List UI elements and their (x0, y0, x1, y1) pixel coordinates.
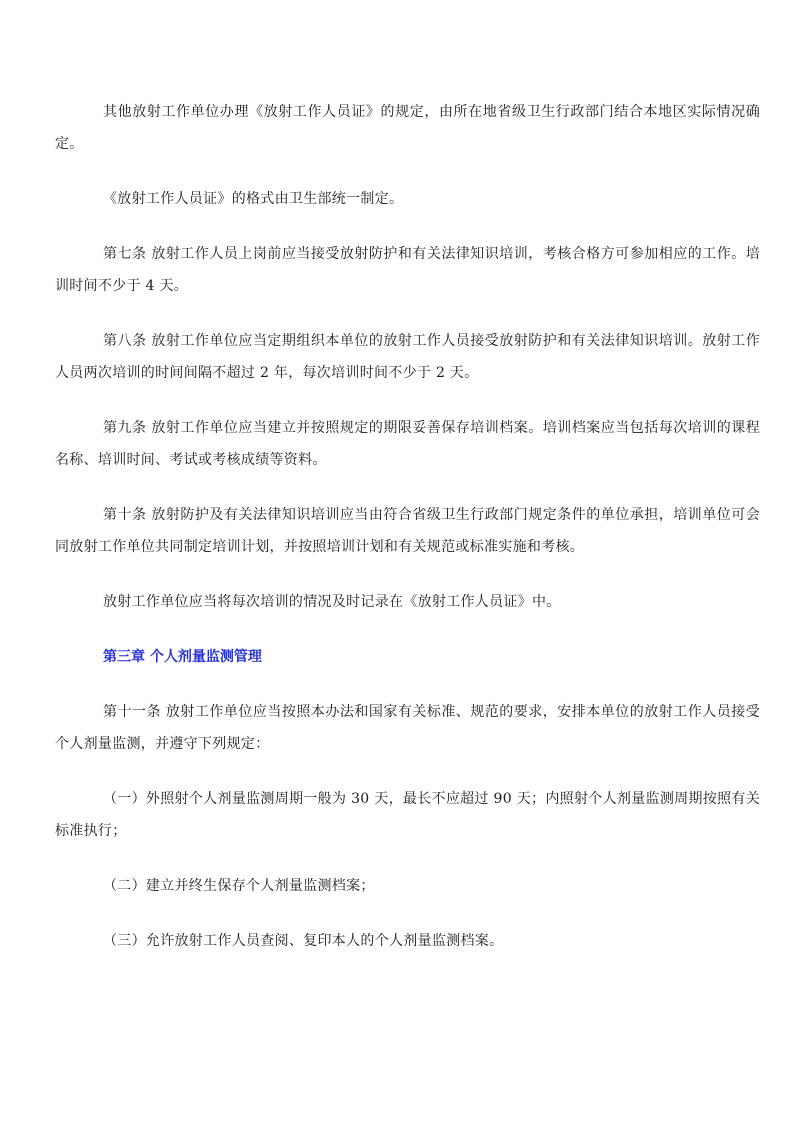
paragraph-item-2: （二）建立并终生保存个人剂量监测档案； (103, 878, 375, 894)
document-body (55, 96, 760, 980)
paragraph-article-10: 第十条 放射防护及有关法律知识培训应当由符合省级卫生行政部门规定条件的单位承担，培训单位可会同放射工作单位共同制定培训计划，并按照培训计划和有关规范或标准实施和考核。 (55, 507, 760, 555)
paragraph-item-1: （一）外照射个人剂量监测周期一般为 30 天，最长不应超过 90 天；内照射个人剂量监测周期按照有关标准执行； (55, 791, 760, 839)
paragraph-article-8: 第八条 放射工作单位应当定期组织本单位的放射工作人员接受放射防护和有关法律知识培训。放射工作人员两次培训的时间间隔不超过 2 年，每次培训时间不少于 2 天。 (55, 333, 760, 381)
paragraph-training-record: 放射工作单位应当将每次培训的情况及时记录在《放射工作人员证》中。 (103, 594, 561, 610)
paragraph-article-9: 第九条 放射工作单位应当建立并按照规定的期限妥善保存培训档案。培训档案应当包括每次培训的课程名称、培训时间、考试或考核成绩等资料。 (55, 420, 760, 468)
paragraph-article-7: 第七条 放射工作人员上岗前应当接受放射防护和有关法律知识培训，考核合格方可参加相应的工作。培训时间不少于 4 天。 (55, 246, 760, 294)
paragraph-certificate-format: 《放射工作人员证》的格式由卫生部统一制定。 (103, 191, 404, 207)
paragraph-article-11: 第十一条 放射工作单位应当按照本办法和国家有关标准、规范的要求，安排本单位的放射工作人员接受个人剂量监测，并遵守下列规定： (55, 704, 760, 752)
paragraph-other-units: 其他放射工作单位办理《放射工作人员证》的规定，由所在地省级卫生行政部门结合本地区实际情况确定。 (55, 104, 760, 152)
paragraph-item-3: （三）允许放射工作人员查阅、复印本人的个人剂量监测档案。 (103, 933, 504, 949)
chapter-heading: 第三章 个人剂量监测管理 (103, 649, 262, 665)
